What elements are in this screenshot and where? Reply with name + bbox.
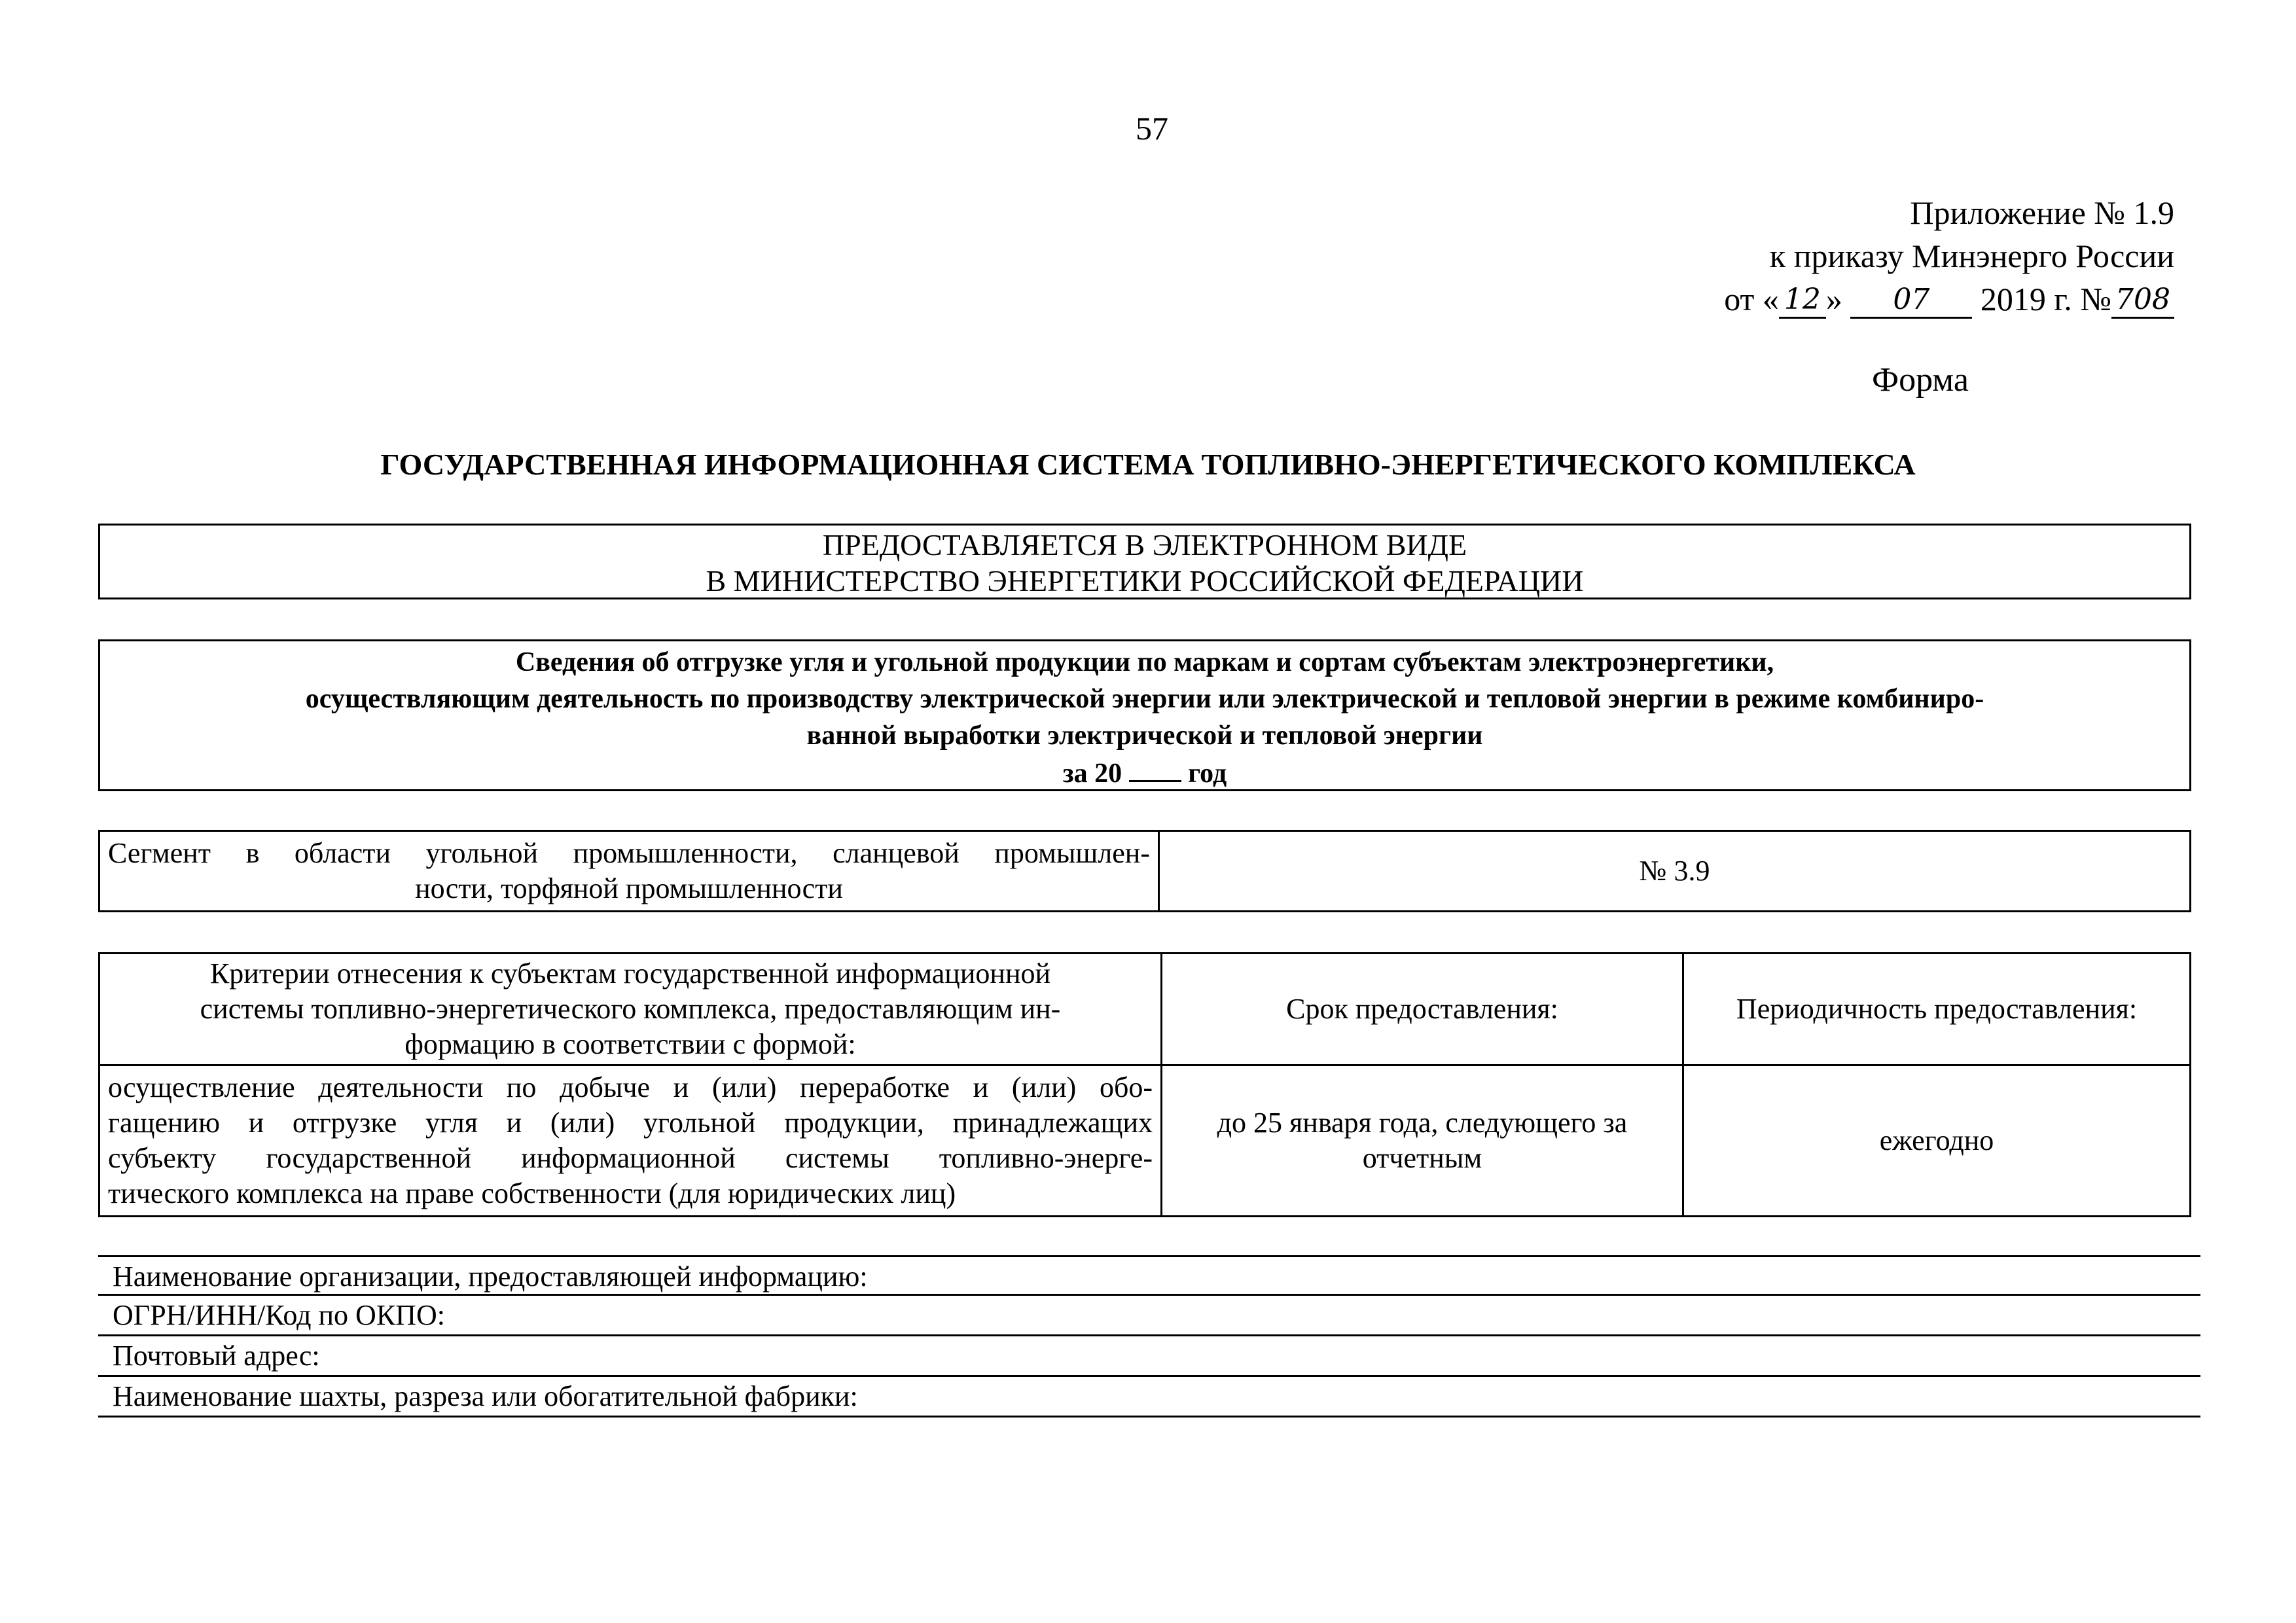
segment-number: № 3.9 — [1159, 831, 2191, 912]
segment-label-cell — [99, 831, 1159, 912]
info-title-box — [98, 639, 2191, 791]
frequency-cell: ежегодно — [1683, 1065, 2191, 1217]
period-prefix: за 20 — [1062, 758, 1122, 789]
form-label: Форма — [1872, 361, 1969, 399]
segment-label-line-2: ности, торфяной промышленности — [415, 872, 843, 904]
info-title-line-1: Сведения об отгрузке угля и угольной продукции по маркам и сортам субъектам электроэнергетики, — [515, 647, 1774, 677]
deadline-header: Срок предоставления: — [1162, 954, 1683, 1065]
date-year: 2019 г. № — [1980, 281, 2111, 317]
year-blank-field[interactable] — [1129, 754, 1181, 782]
reporting-period — [100, 754, 2189, 792]
handwritten-month: 07 — [1850, 283, 1972, 319]
info-title-line-2: осуществляющим деятельность по производству электрической энергии или электрической и тепловой энергии в режиме комбиниро- — [305, 684, 1984, 714]
date-mid: » — [1825, 281, 1842, 317]
submission-line-2: В МИНИСТЕРСТВО ЭНЕРГЕТИКИ РОССИЙСКОЙ ФЕДЕРАЦИИ — [706, 564, 1584, 597]
organization-name-field[interactable]: Наименование организации, предоставляющей информацию: — [98, 1255, 2200, 1296]
appendix-title: Приложение № 1.9 — [1910, 194, 2174, 231]
organization-fields — [98, 1255, 2200, 1418]
segment-label-line-1: Сегмент в области угольной промышленности, сланцевой промышлен- — [108, 837, 1150, 869]
date-prefix: от « — [1724, 281, 1779, 317]
criteria-header: Критерии отнесения к субъектам государственной информационной системы топливно-энергетического комплекса, предоставляющим ин- формацию в соответствии с формой: — [99, 954, 1162, 1065]
mine-name-field[interactable]: Наименование шахты, разреза или обогатительной фабрики: — [98, 1377, 2200, 1418]
handwritten-day: 12 — [1779, 283, 1826, 319]
period-suffix: год — [1188, 758, 1227, 789]
ogrn-inn-okpo-field[interactable]: ОГРН/ИНН/Код по ОКПО: — [98, 1296, 2200, 1336]
appendix-order-ref: к приказу Минэнерго России — [1769, 238, 2174, 274]
deadline-cell: до 25 января года, следующего за отчетным — [1162, 1065, 1683, 1217]
appendix-date-line — [1724, 277, 2174, 321]
criteria-table — [98, 952, 2191, 1217]
page-number: 57 — [1136, 110, 1168, 147]
submission-line-1: ПРЕДОСТАВЛЯЕТСЯ В ЭЛЕКТРОННОМ ВИДЕ — [822, 528, 1467, 562]
submission-box — [98, 524, 2191, 599]
handwritten-order-number: 708 — [2111, 283, 2174, 319]
system-title: ГОСУДАРСТВЕННАЯ ИНФОРМАЦИОННАЯ СИСТЕМА ТОПЛИВНО-ЭНЕРГЕТИЧЕСКОГО КОМПЛЕКСА — [380, 448, 1916, 481]
criteria-cell: осуществление деятельности по добыче и (или) переработке и (или) обо- гащению и отгрузке угля и (или) угольной продукции, принадлежащих субъекту государственной информационной системы топливно-энерге- тического комплекса на праве собственности (для юридических лиц) — [99, 1065, 1162, 1217]
frequency-header: Периодичность предоставления: — [1683, 954, 2191, 1065]
segment-table — [98, 830, 2191, 912]
info-title-line-3: ванной выработки электрической и тепловой энергии — [806, 721, 1483, 751]
postal-address-field[interactable]: Почтовый адрес: — [98, 1336, 2200, 1377]
appendix-header — [1724, 191, 2174, 321]
